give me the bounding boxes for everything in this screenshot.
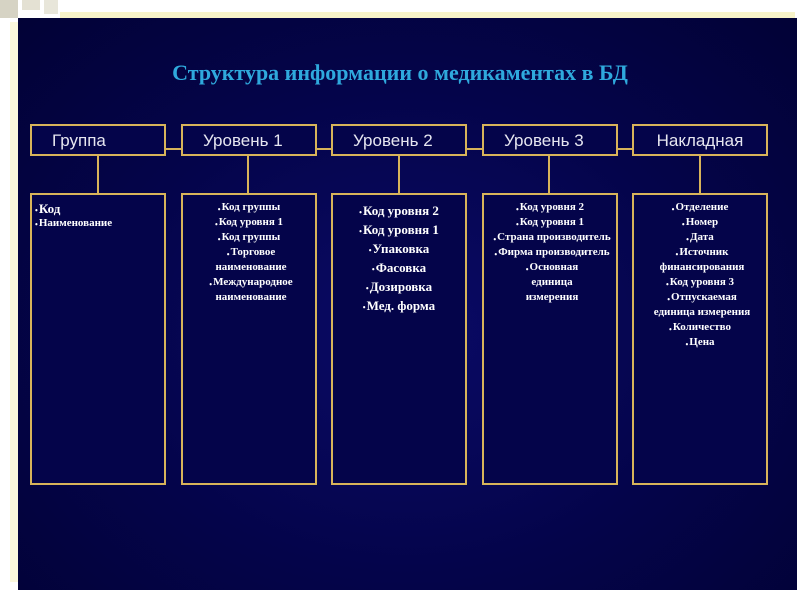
header-level-3: Уровень 3 — [482, 124, 618, 156]
column-box-level-2 — [331, 193, 467, 485]
list-item: •Код — [35, 201, 61, 216]
list-item: •Номер — [681, 216, 719, 229]
list-item: •Код уровня 1 — [359, 222, 439, 237]
header-connector — [164, 148, 182, 150]
header-connector — [467, 148, 483, 150]
list-item: •Количество — [669, 321, 731, 334]
list-item: •Код уровня 2 — [515, 201, 585, 214]
column-box-group — [30, 193, 166, 485]
corner-decoration — [44, 0, 58, 14]
list-item: •Дата — [686, 231, 714, 244]
list-item: •Отделение — [671, 201, 729, 214]
column-connector — [699, 156, 701, 194]
slide-title: Структура информации о медикаментах в БД — [172, 60, 628, 85]
list-item: •Страна производитель — [493, 231, 611, 244]
column-box-level-3 — [482, 193, 618, 485]
header-level-2: Уровень 2 — [331, 124, 467, 156]
left-accent-bar — [10, 22, 18, 582]
header-connector — [617, 148, 633, 150]
list-item: •Код уровня 1 — [515, 216, 585, 229]
header-invoice: Накладная — [632, 124, 768, 156]
list-item: •Код уровня 1 — [214, 216, 284, 229]
column-box-level-1 — [181, 193, 317, 485]
column-box-invoice — [632, 193, 768, 485]
corner-decoration — [0, 0, 18, 18]
list-item: •Код уровня 2 — [359, 203, 439, 218]
header-level-1: Уровень 1 — [181, 124, 317, 156]
list-item: •Дозировка — [365, 279, 433, 294]
header-connector — [316, 148, 332, 150]
list-item: •Источник финансирования — [659, 246, 745, 273]
list-item: •Основная единица измерения — [525, 261, 579, 303]
list-item: •Упаковка — [368, 241, 430, 256]
list-item: •Мед. форма — [362, 298, 436, 313]
column-connector — [97, 156, 99, 194]
list-item: •Код группы — [217, 231, 281, 244]
header-group: Группа — [30, 124, 166, 156]
corner-decoration — [22, 0, 40, 10]
column-connector — [548, 156, 550, 194]
list-item: •Международное наименование — [209, 276, 293, 303]
list-item: •Торговое наименование — [215, 246, 287, 273]
column-connector — [398, 156, 400, 194]
list-item: •Фирма производитель — [494, 246, 610, 259]
column-connector — [247, 156, 249, 194]
list-item: •Цена — [685, 336, 715, 349]
list-item: •Наименование — [35, 217, 113, 229]
list-item: •Код группы — [217, 201, 281, 214]
list-item: •Код уровня 3 — [665, 276, 735, 289]
list-item: •Фасовка — [371, 260, 427, 275]
list-item: •Отпускаемая единица измерения — [653, 291, 751, 318]
